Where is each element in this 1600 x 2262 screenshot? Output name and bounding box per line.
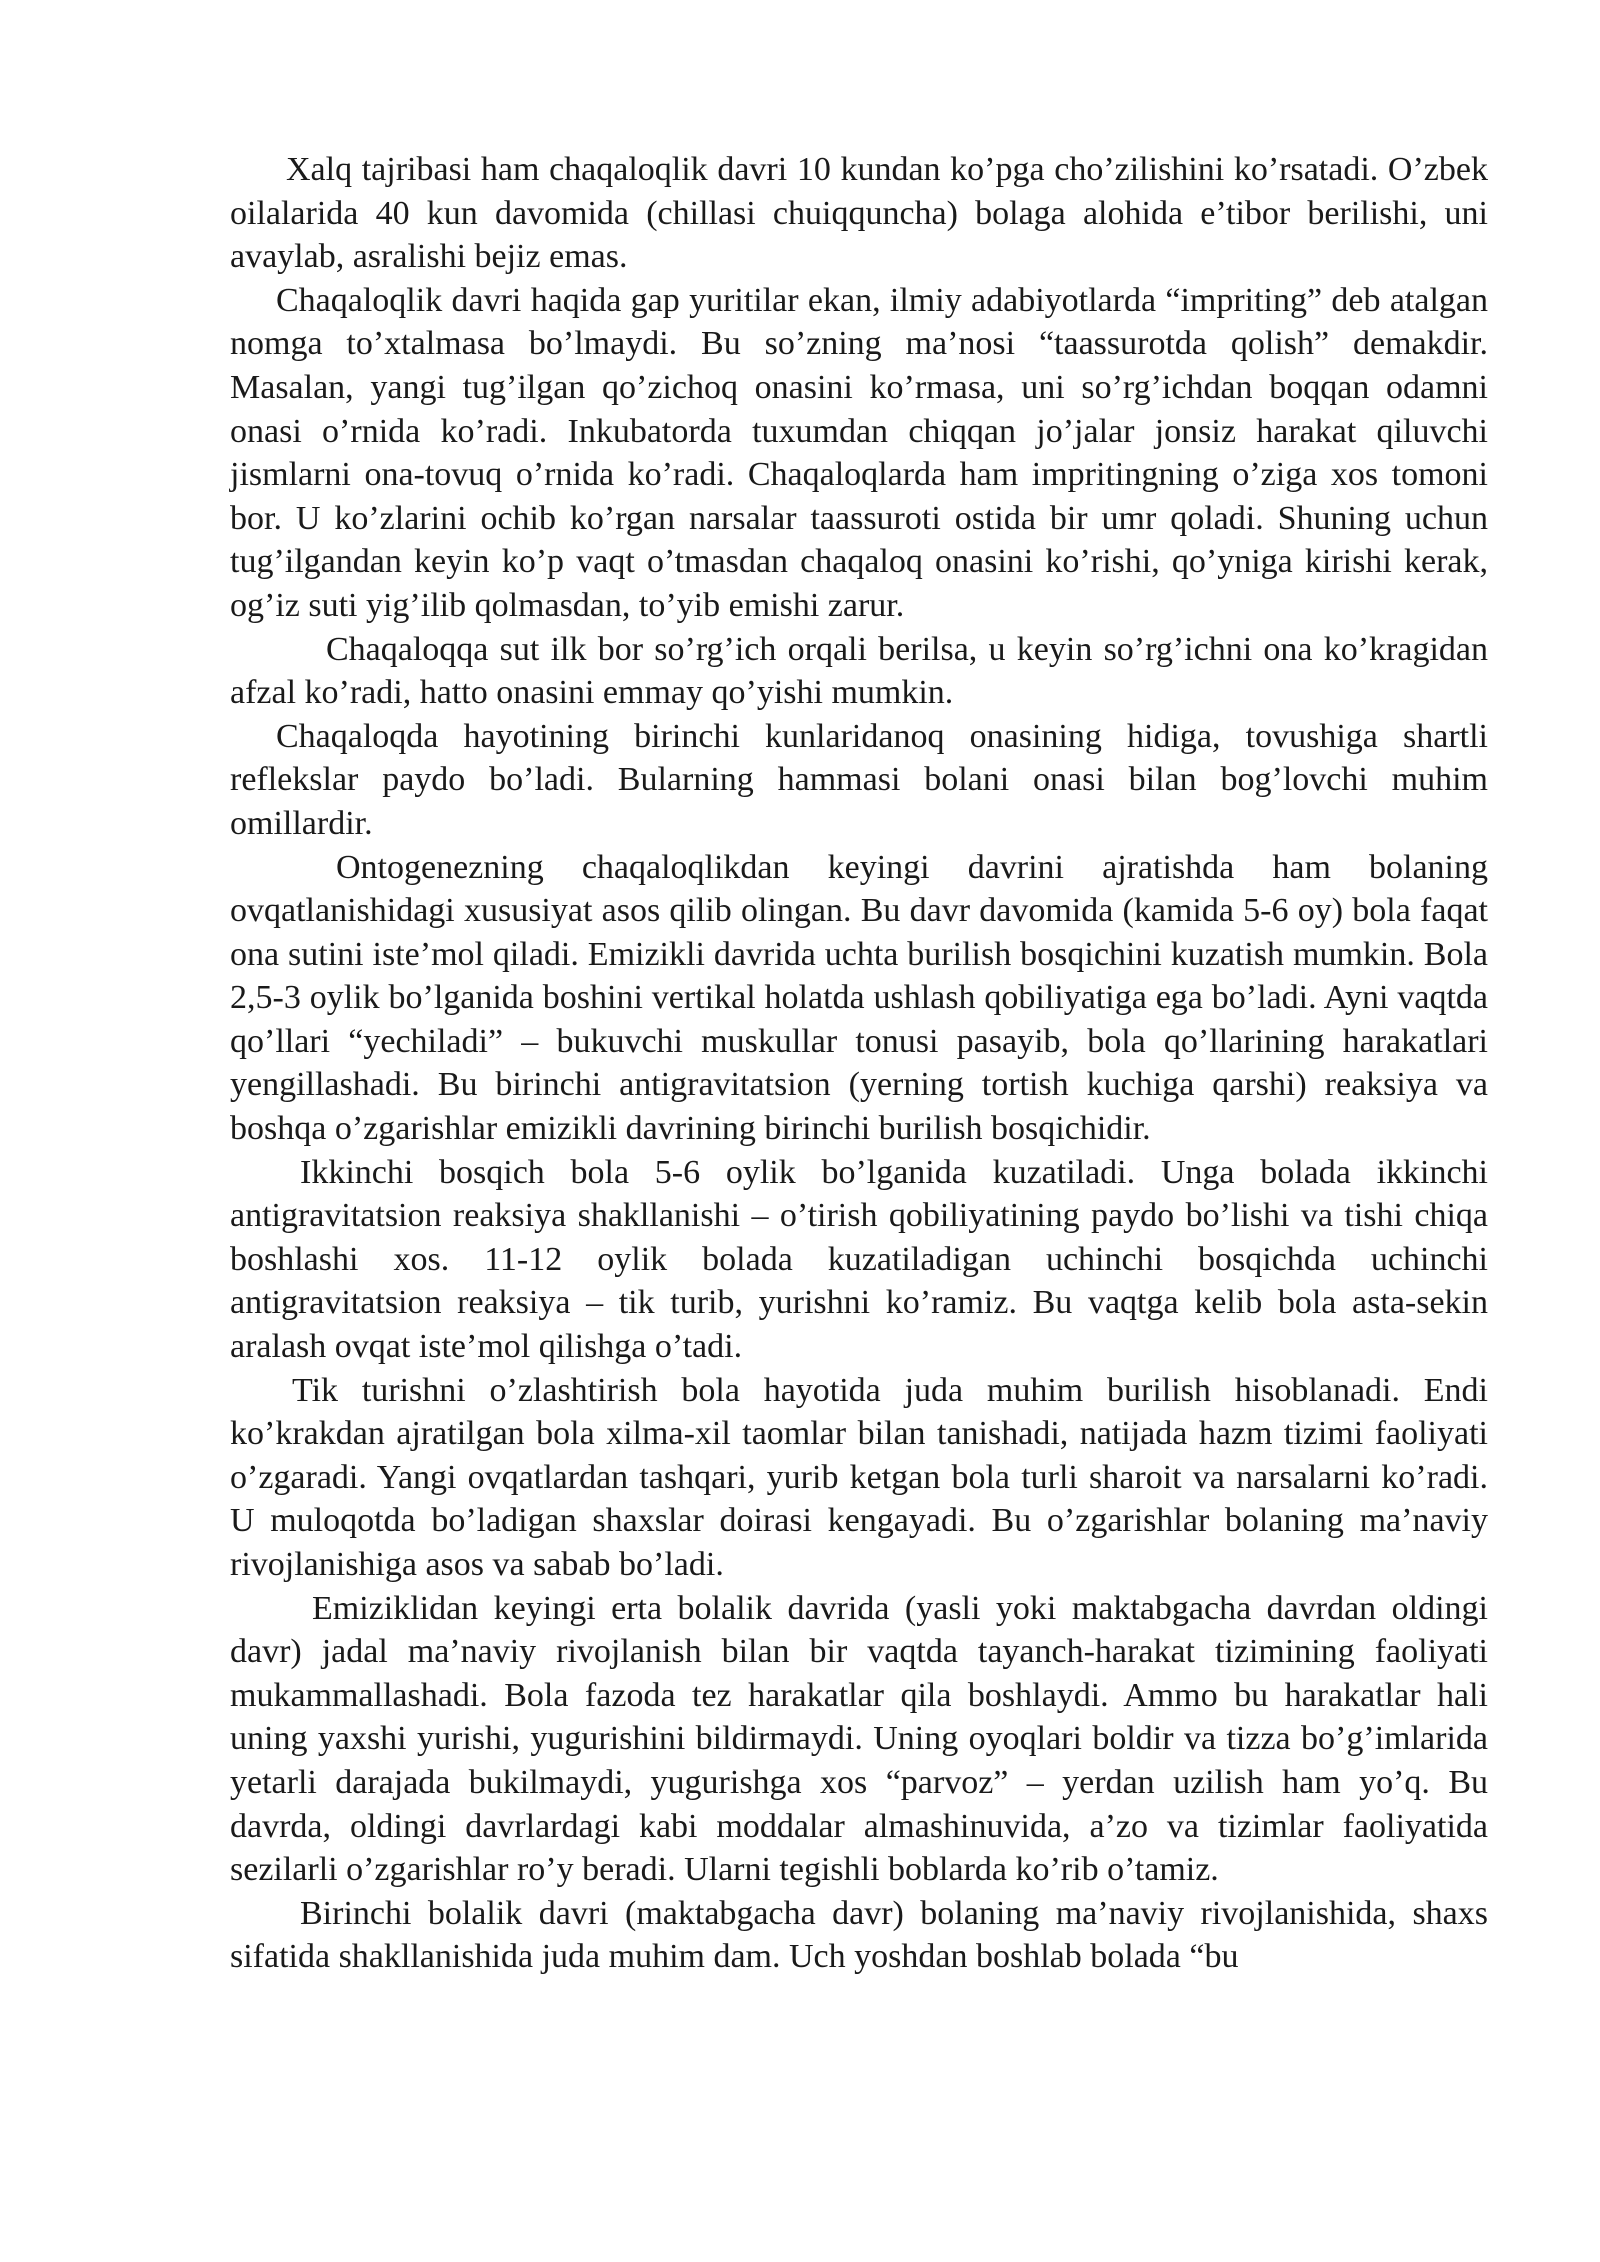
paragraph-8: Emiziklidan keyingi erta bolalik davrida (yasli yoki maktabgacha davrdan oldingi davr) jadal ma’naviy rivojlanish bilan bir vaqtda tayanch-harakat tizimining faoliyati mukammallashadi. Bola fazoda tez harakatlar qila boshlaydi. Ammo bu harakatlar hali uning yaxshi yurishi, yugurishini bildirmaydi. Uning oyoqlari boldir va tizza bo’g’imlarida yetarli darajada bukilmaydi, yugurishga xos “parvoz” – yerdan uzilish ham yo’q. Bu davrda, oldingi davrlardagi kabi moddalar almashinuvida, a’zo va tizimlar faoliyatida sezilarli o’zgarishlar ro’y beradi. Ularni tegishli boblarda ko’rib o’tamiz.: [230, 1589, 1488, 1889]
paragraph-2: Chaqaloqlik davri haqida gap yuritilar ekan, ilmiy adabiyotlarda “impriting” deb atalgan nomga to’xtalmasa bo’lmaydi. Bu so’zning ma’nosi “taassurotda qolish” demakdir. Masalan, yangi tug’ilgan qo’zichoq onasini ko’rmasa, uni so’rg’ichdan boqqan odamni onasi o’rnida ko’radi. Inkubatorda tuxumdan chiqqan jo’jalar jonsiz harakat qiluvchi jismlarni ona-tovuq o’rnida ko’radi. Chaqaloqlarda ham impritingning o’ziga xos tomoni bor. U ko’zlarini ochib ko’rgan narsalar taassuroti ostida bir umr qoladi. Shuning uchun tug’ilgandan keyin ko’p vaqt o’tmasdan chaqaloq onasini ko’rishi, qo’yniga kirishi kerak, og’iz suti yig’ilib qolmasdan, to’yib emishi zarur.: [230, 281, 1488, 624]
document-page: [230, 148, 1488, 1979]
paragraph-7: Tik turishni o’zlashtirish bola hayotida juda muhim burilish hisoblanadi. Endi ko’krakdan ajratilgan bola xilma-xil taomlar bilan tanishadi, natijada hazm tizimi faoliyati o’zgaradi. Yangi ovqatlardan tashqari, yurib ketgan bola turli sharoit va narsalarni ko’radi. U muloqotda bo’ladigan shaxslar doirasi kengayadi. Bu o’zgarishlar bolaning ma’naviy rivojlanishiga asos va sabab bo’ladi.: [230, 1371, 1488, 1583]
paragraph-1: Xalq tajribasi ham chaqaloqlik davri 10 kundan ko’pga cho’zilishini ko’rsatadi. O’zbek oilalarida 40 kun davomida (chillasi chuiqquncha) bolaga alohida e’tibor berilishi, uni avaylab, asralishi bejiz emas.: [230, 151, 1488, 276]
paragraph-4: Chaqaloqda hayotining birinchi kunlaridanoq onasining hidiga, tovushiga shartli reflekslar paydo bo’ladi. Bularning hammasi bolani onasi bilan bog’lovchi muhim omillardir.: [230, 717, 1488, 842]
paragraph-6: Ikkinchi bosqich bola 5-6 oylik bo’lganida kuzatiladi. Unga bolada ikkinchi antigravitatsion reaksiya shakllanishi – o’tirish qobiliyatining paydo bo’lishi va tishi chiqa boshlashi xos. 11-12 oylik bolada kuzatiladigan uchinchi bosqichda uchinchi antigravitatsion reaksiya – tik turib, yurishni ko’ramiz. Bu vaqtga kelib bola asta-sekin aralash ovqat iste’mol qilishga o’tadi.: [230, 1153, 1488, 1366]
paragraph-3: Chaqaloqqa sut ilk bor so’rg’ich orqali berilsa, u keyin so’rg’ichni ona ko’kragidan afzal ko’radi, hatto onasini emmay qo’yishi mumkin.: [230, 630, 1488, 712]
paragraph-5: Ontogenezning chaqaloqlikdan keyingi davrini ajratishda ham bolaning ovqatlanishidagi xususiyat asos qilib olingan. Bu davr davomida (kamida 5-6 oy) bola faqat ona sutini iste’mol qiladi. Emizikli davrida uchta burilish bosqichini kuzatish mumkin. Bola 2,5-3 oylik bo’lganida boshini vertikal holatda ushlash qobiliyatiga ega bo’ladi. Ayni vaqtda qo’llari “yechiladi” – bukuvchi muskullar tonusi pasayib, bola qo’llarining harakatlari yengillashadi. Bu birinchi antigravitatsion (yerning tortish kuchiga qarshi) reaksiya va boshqa o’zgarishlar emizikli davrining birinchi burilish bosqichidir.: [230, 848, 1488, 1148]
paragraph-9: Birinchi bolalik davri (maktabgacha davr) bolaning ma’naviy rivojlanishida, shaxs sifatida shakllanishida juda muhim dam. Uch yoshdan boshlab bolada “bu: [230, 1894, 1488, 1976]
